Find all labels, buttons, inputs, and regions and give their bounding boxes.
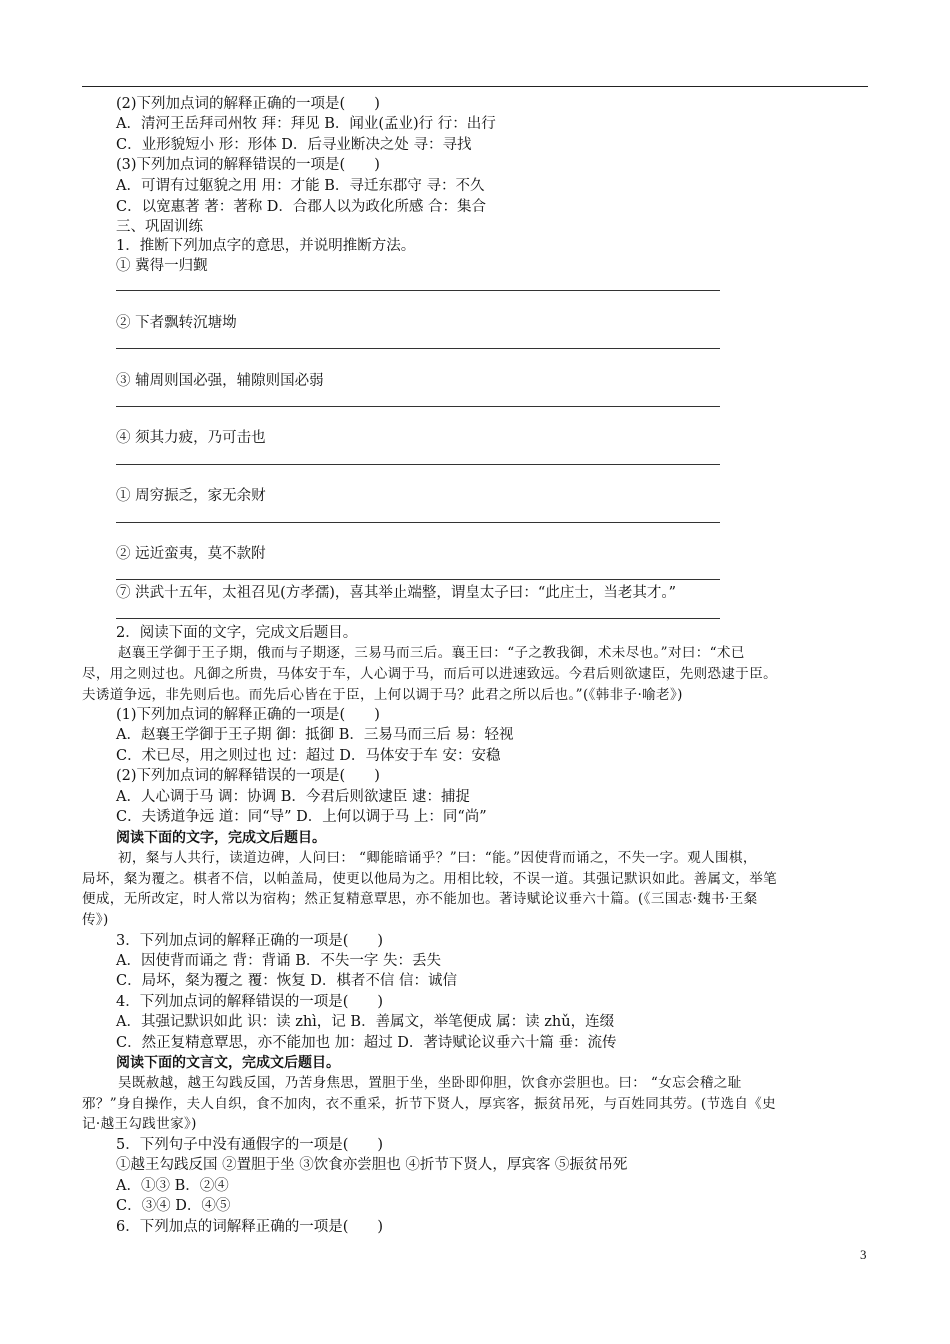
passage-2-line-1: 初，粲与人共行，读道边碑，人问曰： “卿能暗诵乎？”曰：“能。”因使背而诵之，不失一字。观人围棋， [118,850,757,866]
answer-line [116,406,720,407]
answer-line [116,618,720,619]
q3b-stem: 3．下列加点词的解释正确的一项是( ) [116,933,384,949]
q5-sentences: ①越王勾践反国 ②置胆于坐 ③饮食亦尝胆也 ④折节下贤人，厚宾客 ⑤振贫吊死 [116,1157,628,1173]
q3b-options-cd: C．局坏，粲为覆之 覆：恢复 D．棋者不信 信：诚信 [116,973,458,989]
passage-3-line-3: 记·越王勾践世家》) [82,1116,197,1132]
ex2-q1-stem: (1)下列加点词的解释正确的一项是( ) [116,707,380,723]
passage-2-line-4: 传》) [82,912,109,928]
answer-line [116,579,720,580]
exercise-1-item-2: ② 下者飘转沉塘坳 [116,315,237,331]
exercise-1-stem: 1．推断下列加点字的意思，并说明推断方法。 [116,238,416,254]
q3-options-ab: A．可谓有过躯貌之用 用：才能 B．寻迁东郡守 寻：不久 [116,178,485,194]
reading-instruction-2: 阅读下面的文字，完成文后题目。 [116,830,326,846]
passage-1-line-1: 赵襄王学御于王子期，俄而与子期逐，三易马而三后。襄王曰：“子之教我御，术未尽也。”对曰：“术已 [118,645,745,661]
q2-stem: (2)下列加点词的解释正确的一项是( ) [116,96,380,112]
answer-line [116,290,720,291]
passage-3-line-2: 邪？”身自操作，夫人自织，食不加肉，衣不重采，折节下贤人，厚宾客，振贫吊死，与百姓同其劳。(节选自《史 [82,1096,777,1112]
exercise-1-item-1: ① 冀得一归觐 [116,258,208,274]
exercise-1-item-4: ④ 须其力疲，乃可击也 [116,430,266,446]
q4-options-ab: A．其强记默识如此 识：读 zhì，记 B．善属文，举笔便成 属：读 zhǔ，连缀 [116,1014,615,1030]
passage-1-line-3: 夫诱道争远，非先则后也。而先后心皆在于臣，上何以调于马？此君之所以后也。”(《韩非子·喻老》) [82,687,683,703]
exercise-1-item-7: ⑦ 洪武十五年，太祖召见(方孝孺)，喜其举止端整，谓皇太子曰：“此庄士，当老其才。” [116,585,676,601]
ex2-q2-options-cd: C．夫诱道争远 道：同“导” D．上何以调于马 上：同“尚” [116,809,487,825]
ex2-q1-options-cd: C．术已尽，用之则过也 过：超过 D．马体安于车 安：安稳 [116,748,501,764]
exercise-1-item-6: ② 远近蛮夷，莫不款附 [116,546,266,562]
passage-2-line-3: 便成，无所改定，时人常以为宿构；然正复精意覃思，亦不能加也。著诗赋论议垂六十篇。(《三国志·魏书·王粲 [82,891,758,907]
q6-stem: 6．下列加点的词解释正确的一项是( ) [116,1219,384,1235]
exercise-1-item-3: ③ 辅周则国必强，辅隙则国必弱 [116,373,324,389]
answer-line [116,522,720,523]
page-number: 3 [860,1247,867,1262]
ex2-q1-options-ab: A．赵襄王学御于王子期 御：抵御 B．三易马而三后 易：轻视 [116,727,514,743]
q3b-options-ab: A．因使背而诵之 背：背诵 B．不失一字 失：丢失 [116,953,441,969]
q3-stem: (3)下列加点词的解释错误的一项是( ) [116,157,380,173]
q4-stem: 4．下列加点词的解释错误的一项是( ) [116,994,384,1010]
header-rule [82,86,868,87]
q2-options-ab: A．清河王岳拜司州牧 拜：拜见 B．闻业(孟业)行 行：出行 [116,116,496,132]
q5-stem: 5．下列句子中没有通假字的一项是( ) [116,1137,384,1153]
q3-options-cd: C．以宽惠著 著：著称 D．合郡人以为政化所感 合：集合 [116,199,487,215]
section-heading: 三、巩固训练 [116,219,203,235]
q5-options-ab: A．①③ B．②④ [116,1178,229,1194]
exercise-2-stem: 2．阅读下面的文字，完成文后题目。 [116,625,358,641]
q5-options-cd: C．③④ D．④⑤ [116,1198,231,1214]
passage-1-line-2: 尽，用之则过也。凡御之所贵，马体安于车，人心调于马，而后可以进速致远。今君后则欲逮臣，先则恐逮于臣。 [82,666,777,682]
ex2-q2-options-ab: A．人心调于马 调：协调 B．今君后则欲逮臣 逮：捕捉 [116,789,470,805]
answer-line [116,348,720,349]
reading-instruction-3: 阅读下面的文言文，完成文后题目。 [116,1055,340,1071]
exercise-1-item-5: ① 周穷振乏，家无余财 [116,488,266,504]
passage-3-line-1: 吴既赦越，越王勾践反国，乃苦身焦思，置胆于坐，坐卧即仰胆，饮食亦尝胆也。曰： “女忘会稽之耻 [118,1075,742,1091]
q4-options-cd: C．然正复精意覃思，亦不能加也 加：超过 D．著诗赋论议垂六十篇 垂：流传 [116,1035,617,1051]
passage-2-line-2: 局坏，粲为覆之。棋者不信，以帕盖局，使更以他局为之。用相比较，不误一道。其强记默识如此。善属文，举笔 [82,871,777,887]
ex2-q2-stem: (2)下列加点词的解释错误的一项是( ) [116,768,380,784]
answer-line [116,464,720,465]
q2-options-cd: C．业形貌短小 形：形体 D．后寻业断决之处 寻：寻找 [116,137,472,153]
